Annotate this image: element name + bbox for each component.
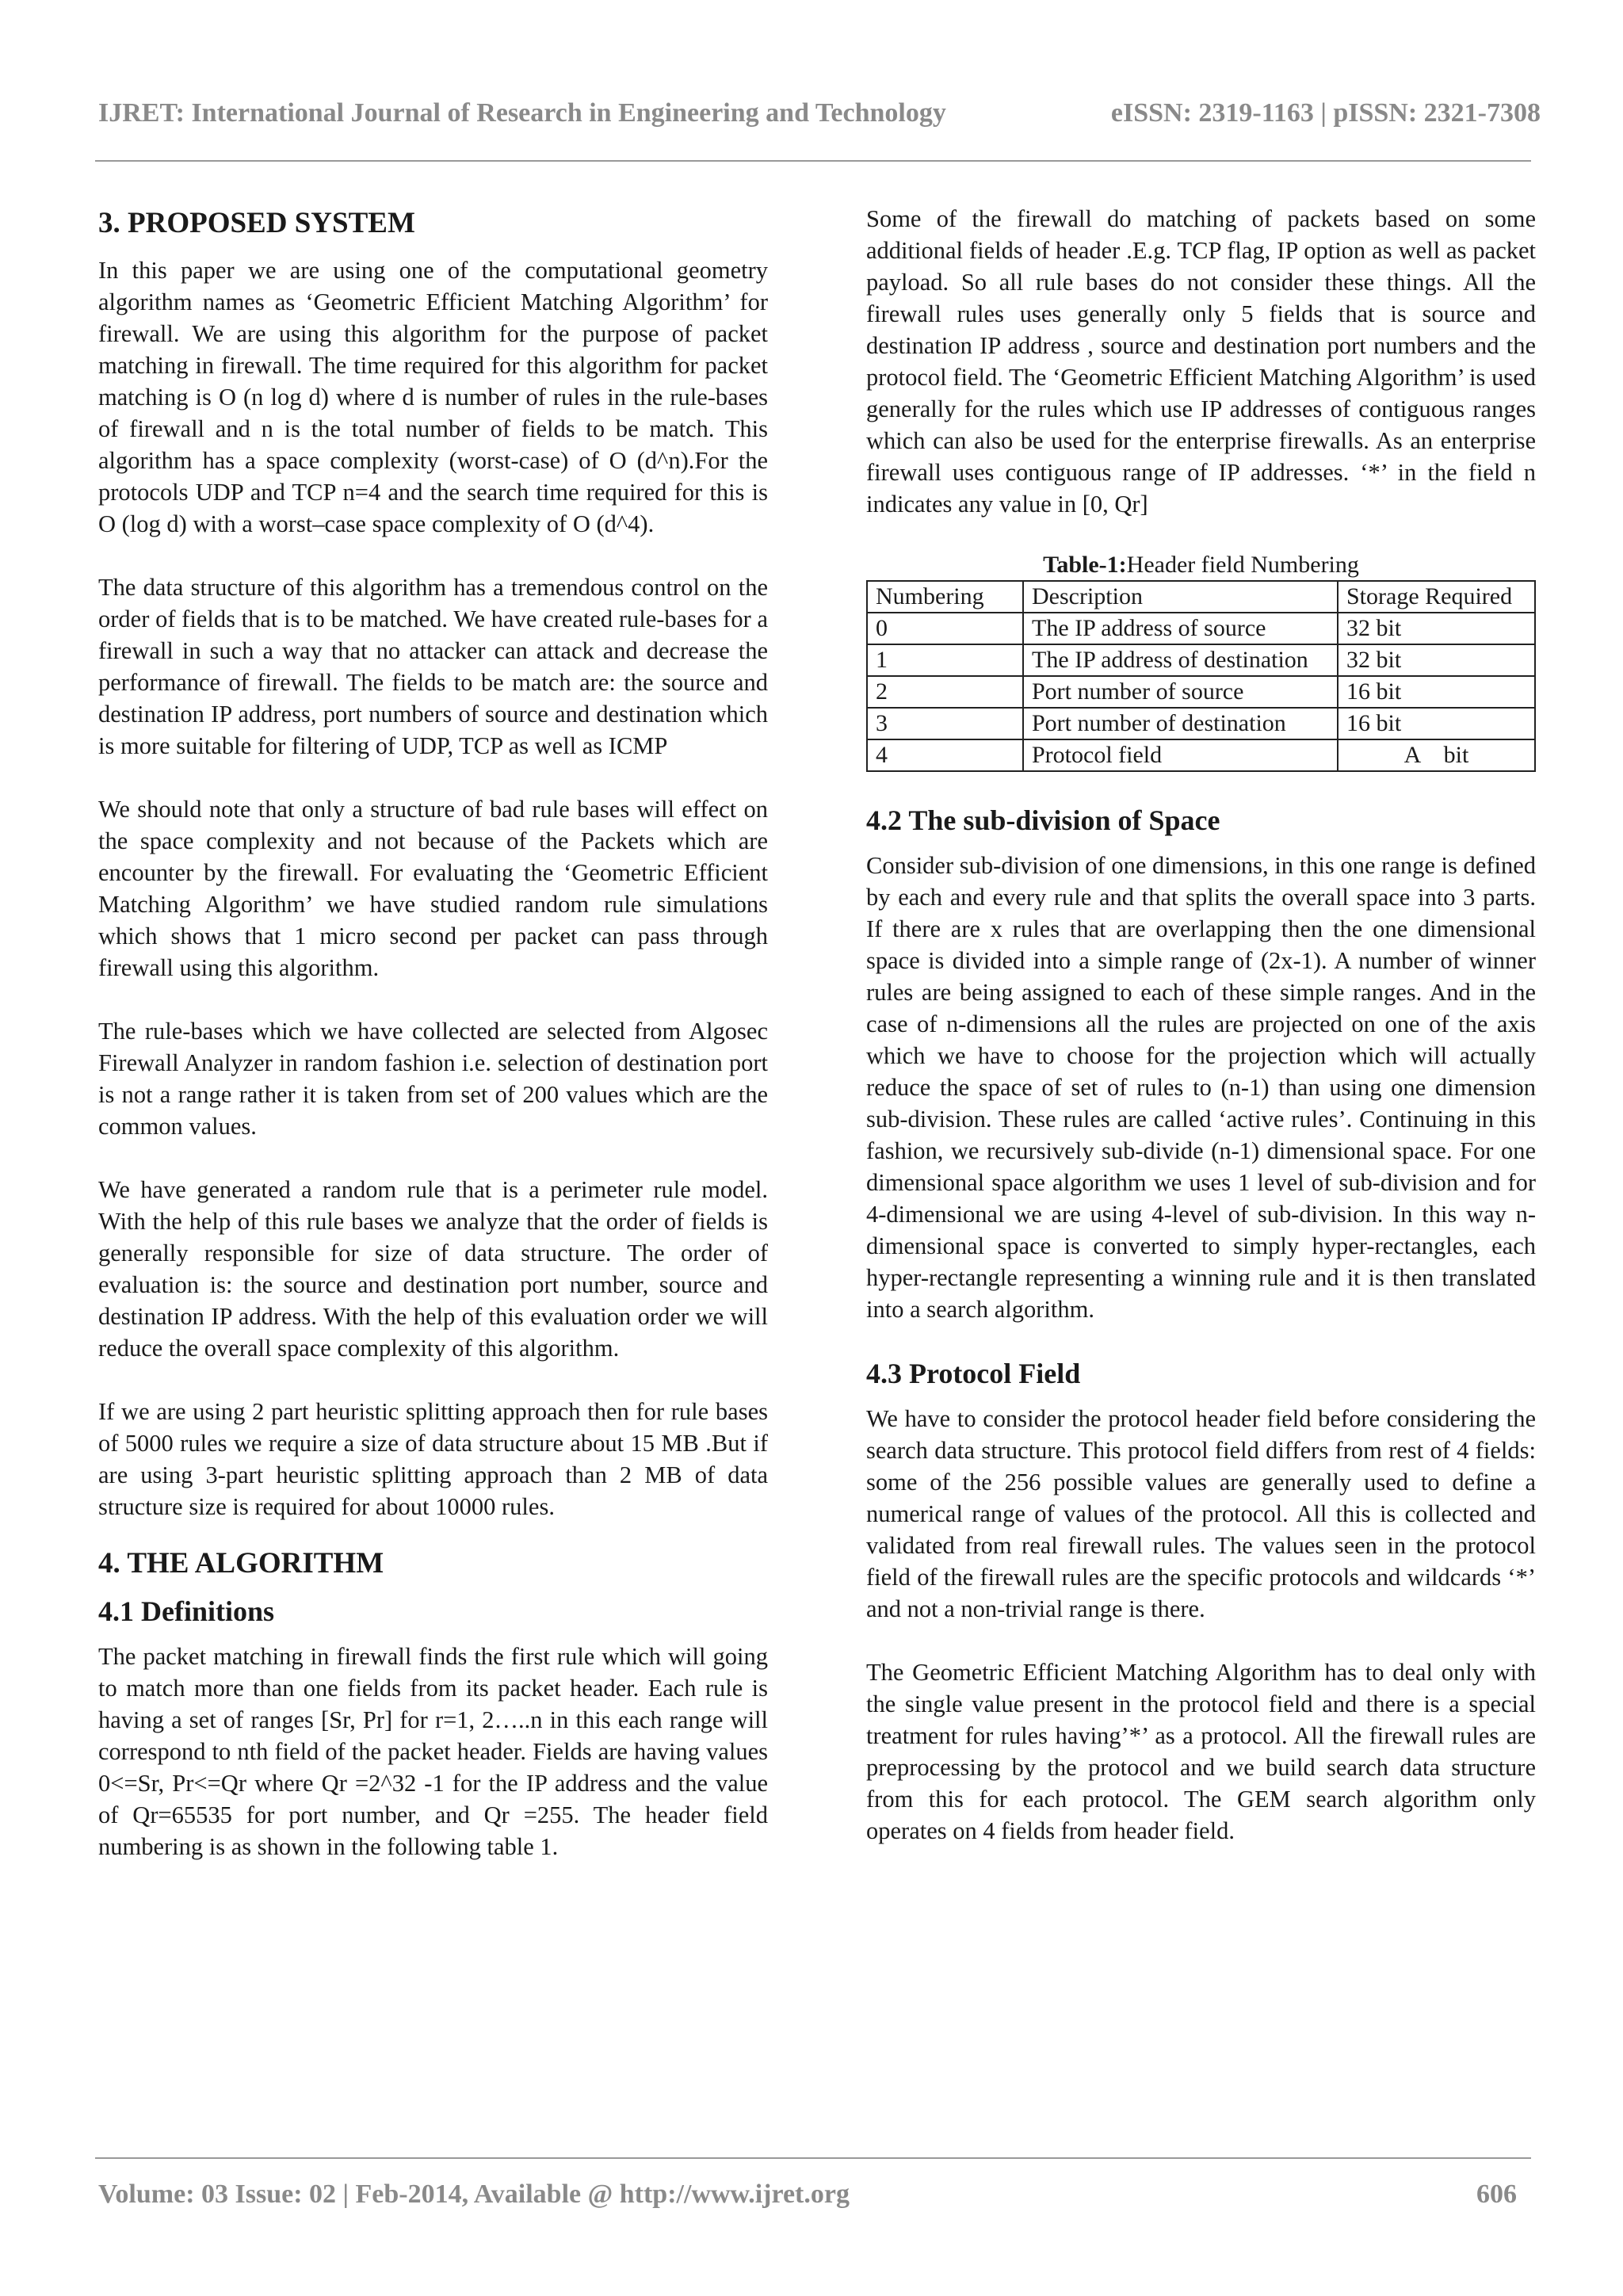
table-row <box>867 676 1535 708</box>
right-column <box>866 203 1536 1878</box>
table-cell: 3 <box>867 708 1023 739</box>
table-caption-text: Header field Numbering <box>1126 552 1359 578</box>
table-caption-label: Table-1: <box>1043 552 1127 578</box>
issn: eISSN: 2319-1163 | pISSN: 2321-7308 <box>1110 98 1541 128</box>
table-header-cell: Numbering <box>867 581 1023 613</box>
footer-divider <box>95 2157 1531 2159</box>
running-footer <box>98 2179 1517 2210</box>
header-divider <box>95 160 1531 162</box>
table-cell: Protocol field <box>1023 739 1338 771</box>
paragraph: In this paper we are using one of the computational geometry algorithm names as ‘Geometric Efficient Matching Algorithm’ for firewall. We are using this algorithm for the purpose of packet matching in firewall. The time required for this algorithm for packet matching is O (n log d) where d is number of rules in the rule-bases of firewall and n is the total number of fields to be match. This algorithm has a space complexity (worst-case) of O (d^n).For the protocols UDP and TCP n=4 and the search time required for this is O (log d) with a worst–case space complexity of O (d^4). <box>98 257 768 537</box>
table-header-cell: Storage Required <box>1338 581 1535 613</box>
running-header <box>98 98 1541 128</box>
section-4-2-heading: 4.2 The sub-division of Space <box>866 804 1220 836</box>
section-4-3-heading: 4.3 Protocol Field <box>866 1358 1081 1389</box>
table-cell: A bit <box>1338 739 1535 771</box>
paragraph: The data structure of this algorithm has a tremendous control on the order of fields that is to be matched. We have created rule-bases for a firewall in such a way that no attacker can attack and decrease the performance of firewall. The fields to be match are: the source and destination IP address, port numbers of source and destination which is more suitable for filtering of UDP, TCP as well as ICMP <box>98 574 768 759</box>
paragraph: Some of the firewall do matching of packets based on some additional fields of header .E.g. TCP flag, IP option as well as packet payload. So all rule bases do not consider these things. All the firewall rules uses generally only 5 fields that is source and destination IP address , source and destination port numbers and the protocol field. The ‘Geometric Efficient Matching Algorithm’ is used generally for the rules which use IP addresses of contiguous ranges which can also be used for the enterprise firewalls. As an enterprise firewall uses contiguous range of IP addresses. ‘*’ in the field n indicates any value in [0, Qr] <box>866 205 1536 518</box>
table-row <box>867 613 1535 644</box>
table-cell: 32 bit <box>1338 644 1535 676</box>
paragraph: The rule-bases which we have collected are selected from Algosec Firewall Analyzer in random fashion i.e. selection of destination port is not a range rather it is taken from set of 200 values which are the common values. <box>98 1018 768 1140</box>
table-cell: 16 bit <box>1338 708 1535 739</box>
table-caption <box>866 552 1536 579</box>
paragraph: We have generated a random rule that is a perimeter rule model. With the help of this rule bases we analyze that the order of fields is generally responsible for size of data structure. The order of evaluation is: the source and destination port number, source and destination IP address. With the help of this evaluation order we will reduce the overall space complexity of this algorithm. <box>98 1176 768 1362</box>
table-cell: Port number of source <box>1023 676 1338 708</box>
table-cell: 32 bit <box>1338 613 1535 644</box>
table-cell: 4 <box>867 739 1023 771</box>
table-cell: 2 <box>867 676 1023 708</box>
section-4-heading: 4. THE ALGORITHM <box>98 1547 384 1580</box>
header-field-table <box>866 580 1536 772</box>
left-column <box>98 197 768 1894</box>
section-4-1-heading: 4.1 Definitions <box>98 1595 275 1627</box>
table-row <box>867 739 1535 771</box>
paragraph: We have to consider the protocol header field before considering the search data structure. This protocol field differs from rest of 4 fields: some of the 256 possible values are generally used to define a numerical range of values of the protocol. All this is collected and validated from real firewall rules. The values seen in the protocol field of the firewall rules are the specific protocols and wildcards ‘*’ and not a non-trivial range is there. <box>866 1405 1536 1622</box>
table-row <box>867 708 1535 739</box>
table-cell: Port number of destination <box>1023 708 1338 739</box>
journal-title: IJRET: International Journal of Research in Engineering and Technology <box>98 98 946 128</box>
table-cell: 16 bit <box>1338 676 1535 708</box>
table-cell: The IP address of destination <box>1023 644 1338 676</box>
paragraph: We should note that only a structure of bad rule bases will effect on the space complexity and not because of the Packets which are encounter by the firewall. For evaluating the ‘Geometric Efficient Matching Algorithm’ we have studied random rule simulations which shows that 1 micro second per packet can pass through firewall using this algorithm. <box>98 796 768 981</box>
table-header-cell: Description <box>1023 581 1338 613</box>
paragraph: The packet matching in firewall finds the first rule which will going to match more than one fields from its packet header. Each rule is having a set of ranges [Sr, Pr] for r=1, 2…..n in this each range will correspond to nth field of the packet header. Fields are having values 0<=Sr, Pr<=Qr where Qr =2^32 -1 for the IP address and the value of Qr=65535 for port number, and Qr =255. The header field numbering is as shown in the following table 1. <box>98 1643 768 1860</box>
paragraph: If we are using 2 part heuristic splitting approach then for rule bases of 5000 rules we require a size of data structure about 15 MB .But if are using 3-part heuristic splitting approach than 2 MB of data structure size is required for about 10000 rules. <box>98 1398 768 1520</box>
page-number: 606 <box>1476 2179 1517 2209</box>
table-header-row <box>867 581 1535 613</box>
paragraph: The Geometric Efficient Matching Algorithm has to deal only with the single value present in the protocol field and there is a special treatment for rules having’*’ as a protocol. All the firewall rules are preprocessing by the protocol and we build search data structure from this for each protocol. The GEM search algorithm only operates on 4 fields from header field. <box>866 1659 1536 1844</box>
section-3-heading: 3. PROPOSED SYSTEM <box>98 207 415 239</box>
table-cell: The IP address of source <box>1023 613 1338 644</box>
table-cell: 0 <box>867 613 1023 644</box>
table-row <box>867 644 1535 676</box>
table-cell: 1 <box>867 644 1023 676</box>
volume-info: Volume: 03 Issue: 02 | Feb-2014, Available @ http://www.ijret.org <box>98 2179 850 2209</box>
paragraph: Consider sub-division of one dimensions, in this one range is defined by each and every rule and that splits the overall space into 3 parts. If there are x rules that are overlapping then the one dimensional space is divided into a simple range of (2x-1). A number of winner rules are being assigned to each of these simple ranges. And in the case of n-dimensions all the rules are projected on one of the axis which we have to choose for the projection which will actually reduce the space of set of rules to (n-1) than using one dimension sub-division. These rules are called ‘active rules’. Continuing in this fashion, we recursively sub-divide (n-1) dimensional space. For one dimensional space algorithm we uses 1 level of sub-division and for 4-dimensional we are using 4-level of sub-division. In this way n-dimensional space is converted to simply hyper-rectangles, each hyper-rectangle representing a winning rule and it is then translated into a search algorithm. <box>866 852 1536 1323</box>
